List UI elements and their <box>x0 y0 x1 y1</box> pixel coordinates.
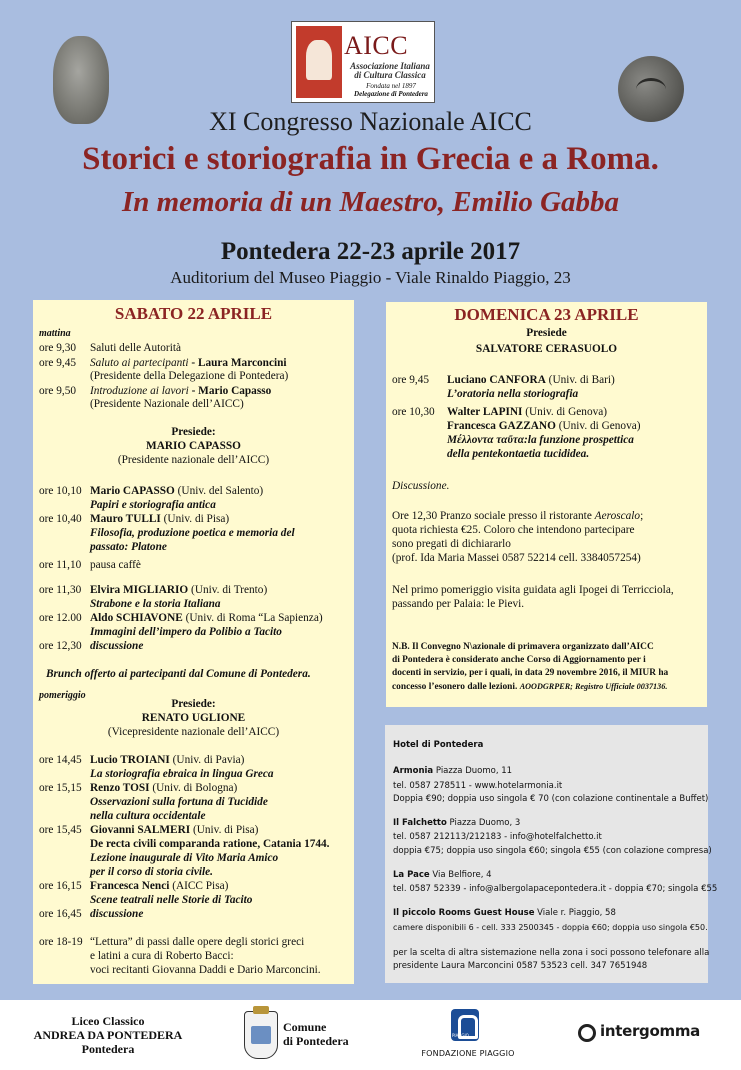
item-text: pausa caffè <box>90 559 141 571</box>
main-subtitle: In memoria di un Maestro, Emilio Gabba <box>121 186 620 218</box>
piaggio-logo-icon <box>451 1009 479 1041</box>
aicc-logo-emblem <box>296 26 342 98</box>
time: ore 16,45 <box>39 908 82 920</box>
hotel-detail: Doppia €90; doppia uso singola € 70 (con colazione continentale a Buffet) <box>393 794 709 804</box>
lunch-line: sono pregati di dichiararlo <box>392 538 511 550</box>
chair-label: Presiede: <box>171 426 216 438</box>
talk-title: Osservazioni sulla fortuna di Tucidide <box>90 796 268 808</box>
talk-title: per il corso di storia civile. <box>90 866 213 878</box>
affiliation: (Univ. di Genova) <box>555 420 641 432</box>
main-title: Storici e storiografia in Grecia e a Roma. <box>82 141 659 177</box>
time: ore 9,50 <box>39 385 77 397</box>
talk-title: Scene teatrali nelle Storie di Tacito <box>90 894 253 906</box>
speaker-role: (Presidente della Delegazione di Pontedera) <box>90 370 289 382</box>
intergomma-logo-text: intergomma <box>600 1022 700 1040</box>
saturday-heading: SABATO 22 APRILE <box>114 304 273 323</box>
time: ore 11,10 <box>39 559 82 571</box>
piaggio-logo-text: PIAGGIO <box>452 1033 469 1038</box>
saturday-program <box>33 300 354 984</box>
hotel-name: La Pace Via Belfiore, 4 <box>393 870 492 880</box>
aicc-logo <box>291 21 435 103</box>
hotel-detail: tel. 0587 52339 - info@albergolapacepontedera.it - doppia €70; singola €55 <box>393 884 718 894</box>
speaker: Francesca Nenci <box>90 880 170 892</box>
chair-name: SALVATORE CERASUOLO <box>475 343 618 355</box>
fondazione-piaggio-text: FONDAZIONE PIAGGIO <box>421 1049 515 1058</box>
restaurant-name: Aeroscalo <box>594 510 641 522</box>
comune-logo-text: Comune di Pontedera <box>283 1020 349 1048</box>
hotel-detail: camere disponibili 6 - cell. 333 2500345 - doppia €60; doppia uso singola €50. <box>393 923 708 932</box>
talk-title: passato: Platone <box>90 541 167 553</box>
sunday-heading: DOMENICA 23 APRILE <box>454 305 639 324</box>
hotel-name: Il Falchetto Piazza Duomo, 3 <box>393 818 521 828</box>
speaker: Aldo SCHIAVONE <box>90 612 183 624</box>
congress-title: XI Congresso Nazionale AICC <box>209 107 532 136</box>
speaker: - Laura Marconcini <box>188 357 287 369</box>
aicc-logo-title: AICC <box>344 31 409 60</box>
time: ore 10,40 <box>39 513 82 525</box>
item-text: voci recitanti Giovanna Daddi e Dario Marconcini. <box>90 964 321 976</box>
time: ore 12,30 <box>39 640 82 652</box>
speaker: Elvira MIGLIARIO <box>90 584 189 596</box>
hotel-note: presidente Laura Marconcini 0587 53523 cell. 347 7651948 <box>393 961 648 971</box>
comune-crest-icon <box>244 1011 278 1059</box>
hotel-detail: tel. 0587 212113/212183 - info@hotelfalchetto.it <box>393 832 602 842</box>
talk-title: Filosofia, produzione poetica e memoria del <box>90 527 295 539</box>
talk-title: Μέλλοντα ταῦτα:la funzione prospettica <box>447 434 634 446</box>
nb-line: di Pontedera è considerato anche Corso di Aggiornamento per i <box>392 655 646 665</box>
chair-name: RENATO UGLIONE <box>141 712 246 724</box>
lunch-line: quota richiesta €25. Coloro che intendono partecipare <box>392 524 635 536</box>
hotel-heading: Hotel di Pontedera <box>393 740 484 750</box>
talk-title: nella cultura occidentale <box>90 810 206 822</box>
affiliation: (Univ. di Bari) <box>545 374 615 386</box>
speaker: Francesca GAZZANO <box>447 420 556 432</box>
time: ore 15,45 <box>39 824 82 836</box>
liceo-logo-text: Liceo Classico ANDREA DA PONTEDERA Pontedera <box>33 1014 183 1056</box>
speaker: Renzo TOSI <box>90 782 150 794</box>
sunday-program <box>386 302 707 707</box>
time: ore 11,30 <box>39 584 82 596</box>
affiliation: (Univ. di Pavia) <box>169 754 245 766</box>
chair-label: Presiede: <box>171 698 216 710</box>
item-text: discussione <box>90 908 144 920</box>
talk-title: Papiri e storiografia antica <box>90 499 216 511</box>
intergomma-logo-icon <box>578 1024 596 1042</box>
time: ore 9,30 <box>39 342 77 354</box>
speaker: Lucio TROIANI <box>90 754 170 766</box>
item-title: Introduzione ai lavori <box>90 385 189 397</box>
item-text: “Lettura” di passi dalle opere degli storici greci <box>90 936 305 948</box>
chair-name: MARIO CAPASSO <box>146 440 241 452</box>
lunch-line: Ore 12,30 Pranzo sociale presso il ristorante Aeroscalo; <box>392 510 644 522</box>
chair-role: (Presidente nazionale dell’AICC) <box>117 454 270 466</box>
aicc-logo-founded: Fondata nel 1897 <box>366 82 416 90</box>
visit-line: passando per Palaia: le Pievi. <box>392 598 525 610</box>
speaker: Mario CAPASSO <box>90 485 175 497</box>
lunch-contact: (prof. Ida Maria Massei 0587 52214 cell. 3384057254) <box>392 552 641 564</box>
event-date: Pontedera 22-23 aprile 2017 <box>220 238 521 265</box>
time: ore 14,45 <box>39 754 82 766</box>
affiliation: (Univ. del Salento) <box>174 485 264 497</box>
talk-title: Strabone e la storia Italiana <box>90 598 221 610</box>
item-title: Saluto ai partecipanti <box>90 357 189 369</box>
talk-title: della pentekontaetia tucididea. <box>447 448 590 460</box>
aicc-logo-subtitle: Associazione Italiana di Cultura Classica <box>350 61 430 80</box>
talk-title: Lezione inaugurale di Vito Maria Amico <box>90 852 279 864</box>
item-text: e latini a cura di Roberto Bacci: <box>90 950 234 962</box>
talk-title: La storiografia ebraica in lingua Greca <box>90 768 274 780</box>
speaker: Luciano CANFORA <box>447 374 546 386</box>
time: ore 12.00 <box>39 612 82 624</box>
aicc-logo-delegation: Delegazione di Pontedera <box>354 90 428 98</box>
affiliation: (Univ. di Pisa) <box>190 824 259 836</box>
discussion-note: Discussione. <box>392 480 450 492</box>
talk-title: De recta civili comparanda ratione, Catania 1744. <box>90 838 330 850</box>
time: ore 18-19 <box>39 936 83 948</box>
session-label: mattina <box>39 328 71 339</box>
sponsor-footer <box>0 1000 741 1070</box>
talk-title: L’oratoria nella storiografia <box>447 388 579 400</box>
chair-label: Presiede <box>526 327 567 339</box>
affiliation: (Univ. di Genova) <box>522 406 608 418</box>
visit-line: Nel primo pomeriggio visita guidata agli Ipogei di Terricciola, <box>392 584 674 596</box>
time: ore 9,45 <box>39 357 77 369</box>
hotel-detail: doppia €75; doppia uso singola €60; singola €55 (con colazione compresa) <box>393 846 712 856</box>
speaker: Walter LAPINI <box>447 406 523 418</box>
speaker-role: (Presidente Nazionale dell’AICC) <box>90 398 244 410</box>
hotel-detail: tel. 0587 278511 - www.hotelarmonia.it <box>393 781 563 791</box>
speaker: Giovanni SALMERI <box>90 824 191 836</box>
talk-title: Immagini dell’impero da Polibio a Tacito <box>90 626 282 638</box>
affiliation: (Univ. di Roma “La Sapienza) <box>182 612 323 624</box>
affiliation: (Univ. di Bologna) <box>149 782 238 794</box>
affiliation: (Univ. di Trento) <box>188 584 268 596</box>
brunch-note: Brunch offerto ai partecipanti dal Comune di Pontedera. <box>46 668 311 680</box>
hotel-name: Armonia Piazza Duomo, 11 <box>393 766 513 776</box>
time: ore 9,45 <box>392 374 430 386</box>
item-text: Saluti delle Autorità <box>90 342 181 354</box>
speaker: Mauro TULLI <box>90 513 161 525</box>
registry-ref: AOODGRPER; Registro Ufficiale 0037136. <box>519 682 668 691</box>
nb-line: N.B. Il Convegno N\azionale di primavera organizzato dall’AICC <box>392 642 654 652</box>
item-text: discussione <box>90 640 144 652</box>
nb-line: docenti in servizio, per i quali, in data 29 novembre 2016, il MIUR ha <box>392 668 669 678</box>
hotel-note: per la scelta di altra sistemazione nella zona i soci possono telefonare alla <box>393 948 710 958</box>
nb-line: concesso l’esonero dalle lezioni. AOODGRPER; Registro Ufficiale 0037136. <box>392 682 668 692</box>
chair-role: (Vicepresidente nazionale dell’AICC) <box>107 726 280 738</box>
time: ore 16,15 <box>39 880 82 892</box>
time: ore 10,30 <box>392 406 435 418</box>
time: ore 15,15 <box>39 782 82 794</box>
hotel-name: Il piccolo Rooms Guest House Viale r. Piaggio, 58 <box>393 908 616 918</box>
affiliation: (AICC Pisa) <box>169 880 229 892</box>
speaker: - Mario Capasso <box>188 385 272 397</box>
hotel-info <box>385 725 718 983</box>
event-venue: Auditorium del Museo Piaggio - Viale Rinaldo Piaggio, 23 <box>170 268 571 287</box>
session-label: pomeriggio <box>39 690 86 701</box>
affiliation: (Univ. di Pisa) <box>160 513 230 525</box>
time: ore 10,10 <box>39 485 82 497</box>
